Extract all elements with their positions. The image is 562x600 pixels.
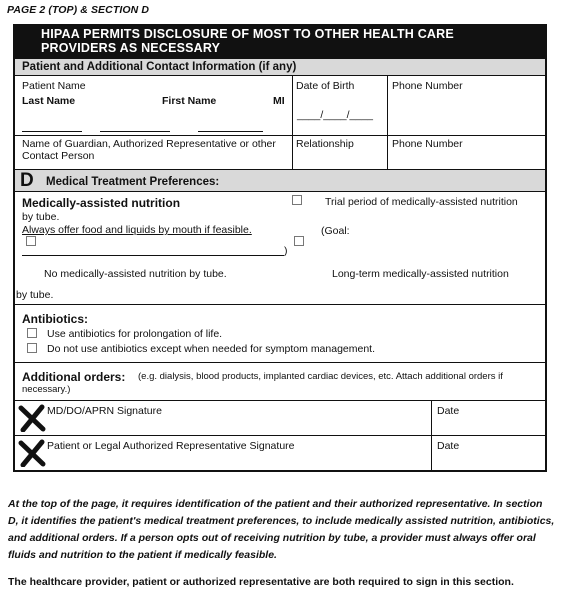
last-name-label: Last Name	[22, 95, 76, 107]
header-line-1: HIPAA PERMITS DISCLOSURE OF MOST TO OTHER HEALTH CARE	[41, 27, 454, 41]
header-line-2: PROVIDERS AS NECESSARY	[41, 41, 221, 55]
description-line: fluids and nutrition to the patient if medically feasible.	[8, 549, 277, 561]
antibiotic-option-1: Use antibiotics for prolongation of life.	[47, 328, 223, 340]
long-term-label: Long-term medically-assisted nutrition	[332, 268, 509, 280]
no-nutrition-label: No medically-assisted nutrition by tube.	[44, 268, 227, 280]
hipaa-header	[13, 24, 547, 59]
divider	[292, 76, 293, 169]
relationship-label: Relationship	[296, 138, 354, 150]
trial-checkbox[interactable]	[292, 195, 302, 205]
physician-signature-label[interactable]: MD/DO/APRN Signature	[47, 405, 162, 417]
long-term-checkbox[interactable]	[294, 236, 304, 246]
guardian-label: Name of Guardian, Authorized Representative or other Contact Person	[22, 138, 276, 162]
goal-blank[interactable]	[22, 255, 284, 256]
dob-field[interactable]: ____/____/____	[297, 109, 373, 121]
antibiotic-option-2: Do not use antibiotics except when needed for symptom management.	[47, 343, 376, 355]
divider	[15, 435, 545, 436]
description-line: and additional orders. If a person opts out of receiving nutrition by tube, a provider must always offer oral	[8, 532, 536, 544]
antibiotic-checkbox-1[interactable]	[27, 328, 37, 338]
date-label-2[interactable]: Date	[437, 440, 460, 452]
phone-label-2: Phone Number	[392, 138, 463, 150]
no-nutrition-checkbox[interactable]	[26, 236, 36, 246]
goal-label: (Goal:	[321, 225, 350, 237]
patient-name-label: Patient Name	[22, 80, 86, 92]
first-name-label: First Name	[162, 95, 217, 107]
additional-note-2: necessary.)	[22, 384, 71, 395]
additional-note: (e.g. dialysis, blood products, implanted cardiac devices, etc. Attach additional orders if	[138, 371, 503, 382]
patient-section-title: Patient and Additional Contact Information (if any)	[22, 61, 297, 73]
mi-label: MI	[273, 95, 285, 107]
page-caption: PAGE 2 (TOP) & SECTION D	[7, 4, 150, 16]
description-line: D, it identifies the patient's medical treatment preferences, to include medically assisted nutrition, antibiotics,	[8, 515, 555, 527]
description-paragraph	[8, 496, 558, 564]
nutrition-heading: Medically-assisted nutrition	[22, 196, 181, 210]
goal-close: )	[284, 245, 288, 257]
by-tube-text-2: by tube.	[16, 289, 54, 301]
divider	[15, 362, 545, 363]
by-tube-text: by tube.	[22, 211, 60, 223]
divider	[15, 135, 545, 136]
name-blank[interactable]	[198, 131, 263, 132]
trial-label: Trial period of medically-assisted nutrition	[325, 196, 518, 208]
phone-label: Phone Number	[392, 80, 463, 92]
divider	[431, 400, 432, 470]
divider	[15, 304, 545, 305]
description-note: The healthcare provider, patient or authorized representative are both required to sign in this section.	[8, 576, 514, 588]
additional-heading: Additional orders:	[22, 370, 126, 384]
sign-here-x-icon	[18, 439, 46, 467]
patient-signature-label[interactable]: Patient or Legal Authorized Representative Signature	[47, 440, 295, 452]
name-blank[interactable]	[100, 131, 170, 132]
always-offer-text: Always offer food and liquids by mouth if feasible.	[22, 224, 252, 236]
section-letter: D	[20, 170, 34, 191]
description-line: At the top of the page, it requires identification of the patient and their authorized representative. In section	[8, 498, 543, 510]
section-d-title: Medical Treatment Preferences:	[46, 176, 220, 188]
dob-label: Date of Birth	[296, 80, 355, 92]
date-label-1[interactable]: Date	[437, 405, 460, 417]
name-blank[interactable]	[22, 131, 82, 132]
divider	[15, 400, 545, 401]
antibiotic-checkbox-2[interactable]	[27, 343, 37, 353]
divider	[387, 76, 388, 169]
antibiotics-heading: Antibiotics:	[22, 312, 88, 326]
sign-here-x-icon	[18, 404, 46, 432]
